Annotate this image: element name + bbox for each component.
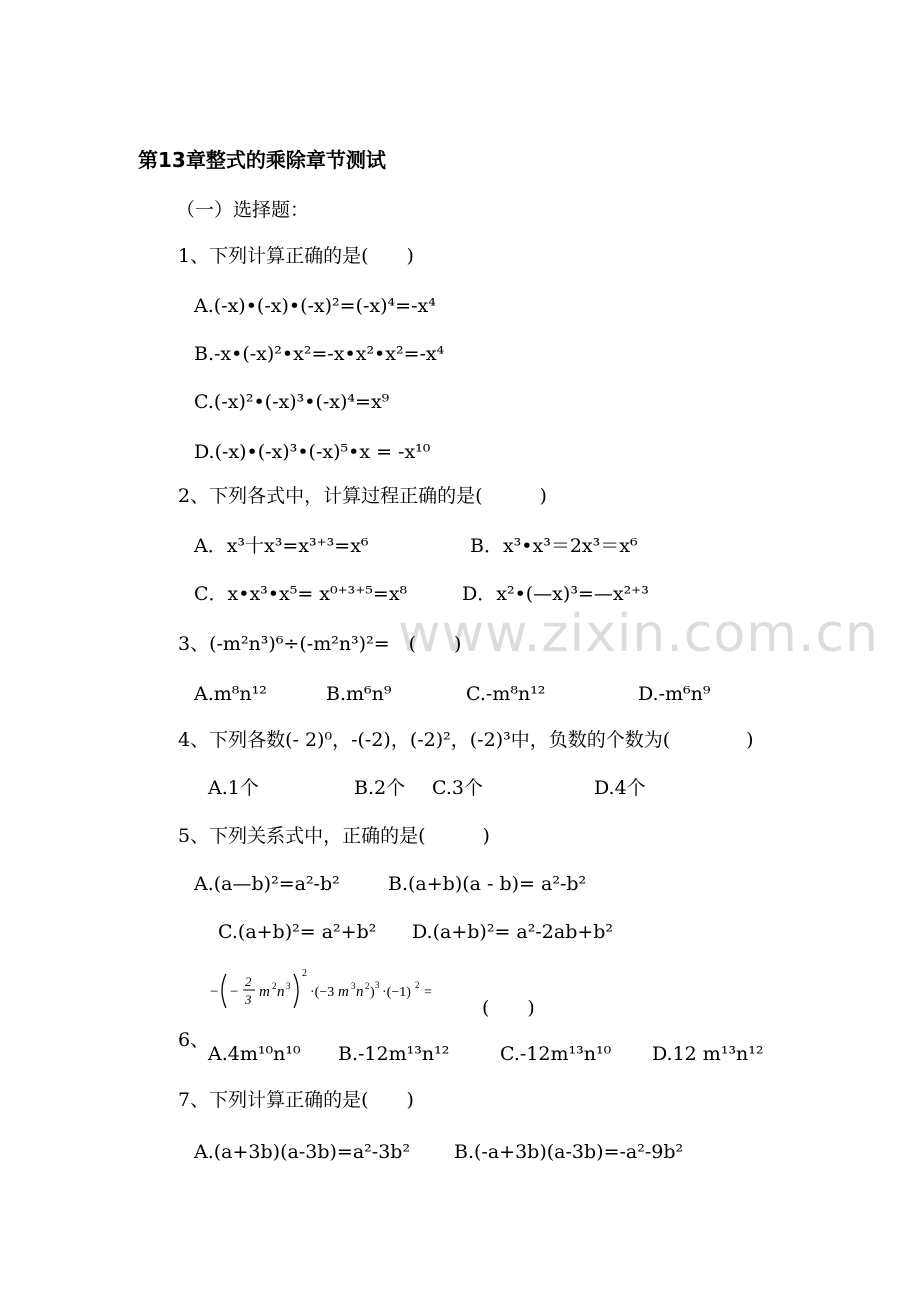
svg-text:3: 3 bbox=[375, 980, 380, 990]
svg-text:2: 2 bbox=[272, 981, 277, 991]
q4-option-a: A.1个 bbox=[208, 777, 259, 799]
svg-text:2: 2 bbox=[365, 981, 370, 991]
q5-option-c: C.(a+b)²= a²+b² bbox=[218, 921, 377, 943]
svg-text:n: n bbox=[356, 984, 364, 1000]
q3-option-b: B.m⁶n⁹ bbox=[326, 683, 392, 705]
q6-option-a: A.4m¹⁰n¹⁰ bbox=[208, 1043, 301, 1065]
q2-option-d: D．x²•(—x)³=—x²⁺³ bbox=[462, 583, 649, 605]
q6-option-b: B.-12m¹³n¹² bbox=[338, 1043, 450, 1065]
svg-text:3: 3 bbox=[245, 992, 252, 1007]
question-7-stem: 7、下列计算正确的是( ) bbox=[178, 1089, 414, 1111]
svg-text:3: 3 bbox=[351, 981, 356, 991]
svg-text:m: m bbox=[259, 984, 270, 1000]
section-heading: （一）选择题： bbox=[176, 199, 310, 221]
q3-option-c: C.-m⁸n¹² bbox=[466, 683, 546, 705]
question-4-stem: 4、下列各数(- 2)⁰，-(-2)，(-2)²，(-2)³中，负数的个数为( ) bbox=[178, 729, 754, 751]
q1-option-d: D.(-x)•(-x)³•(-x)⁵•x = -x¹⁰ bbox=[194, 441, 431, 463]
q3-option-d: D.-m⁶n⁹ bbox=[638, 683, 711, 705]
q4-option-b: B.2个 bbox=[354, 777, 406, 799]
q6-option-c: C.-12m¹³n¹⁰ bbox=[500, 1043, 612, 1065]
svg-text:2: 2 bbox=[302, 968, 307, 979]
q2-option-a: A．x³十x³=x³⁺³=x⁶ bbox=[194, 535, 369, 557]
question-2-stem: 2、下列各式中，计算过程正确的是( ) bbox=[178, 485, 547, 507]
page-title: 第13章整式的乘除章节测试 bbox=[138, 148, 386, 172]
svg-text:): ) bbox=[370, 985, 375, 1000]
watermark: www.zixin.com.cn bbox=[398, 604, 879, 664]
svg-text:·(−3: ·(−3 bbox=[310, 985, 335, 1000]
svg-text:3: 3 bbox=[286, 981, 291, 991]
q7-option-b: B.(-a+3b)(a-3b)=-a²-9b² bbox=[454, 1141, 684, 1163]
svg-text:=: = bbox=[424, 985, 432, 1000]
q4-option-d: D.4个 bbox=[594, 777, 646, 799]
svg-text:n: n bbox=[277, 984, 285, 1000]
q2-option-b: B．x³•x³＝2x³＝x⁶ bbox=[470, 535, 638, 557]
q1-option-a: A.(-x)•(-x)•(-x)²=(-x)⁴=-x⁴ bbox=[194, 295, 436, 317]
question-6-number: 6、 bbox=[178, 1029, 210, 1051]
svg-text:·(−1): ·(−1) bbox=[382, 985, 411, 1000]
svg-text:2: 2 bbox=[245, 974, 252, 989]
q6-formula-image bbox=[208, 964, 478, 1016]
question-6-paren: ( ) bbox=[482, 997, 535, 1019]
q4-option-c: C.3个 bbox=[432, 777, 483, 799]
q5-option-d: D.(a+b)²= a²-2ab+b² bbox=[412, 921, 614, 943]
svg-text:m: m bbox=[338, 984, 349, 1000]
q3-option-a: A.m⁸n¹² bbox=[194, 683, 267, 705]
q2-option-c: C．x•x³•x⁵= x⁰⁺³⁺⁵=x⁸ bbox=[194, 583, 408, 605]
question-3-stem: 3、(-m²n³)⁶÷(-m²n³)²= ( ) bbox=[178, 633, 462, 655]
svg-text:−: − bbox=[210, 984, 219, 1000]
q6-option-d: D.12 m¹³n¹² bbox=[652, 1043, 764, 1065]
question-5-stem: 5、下列关系式中，正确的是( ) bbox=[178, 825, 490, 847]
q1-option-b: B.-x•(-x)²•x²=-x•x²•x²=-x⁴ bbox=[194, 343, 445, 365]
question-1-stem: 1、下列计算正确的是( ) bbox=[178, 245, 414, 267]
q5-option-b: B.(a+b)(a - b)= a²-b² bbox=[388, 873, 587, 895]
q1-option-c: C.(-x)²•(-x)³•(-x)⁴=x⁹ bbox=[194, 391, 390, 413]
q7-option-a: A.(a+3b)(a-3b)=a²-3b² bbox=[194, 1141, 411, 1163]
svg-text:2: 2 bbox=[415, 980, 420, 990]
q5-option-a: A.(a—b)²=a²-b² bbox=[194, 873, 340, 895]
svg-text:−: − bbox=[230, 984, 239, 1000]
